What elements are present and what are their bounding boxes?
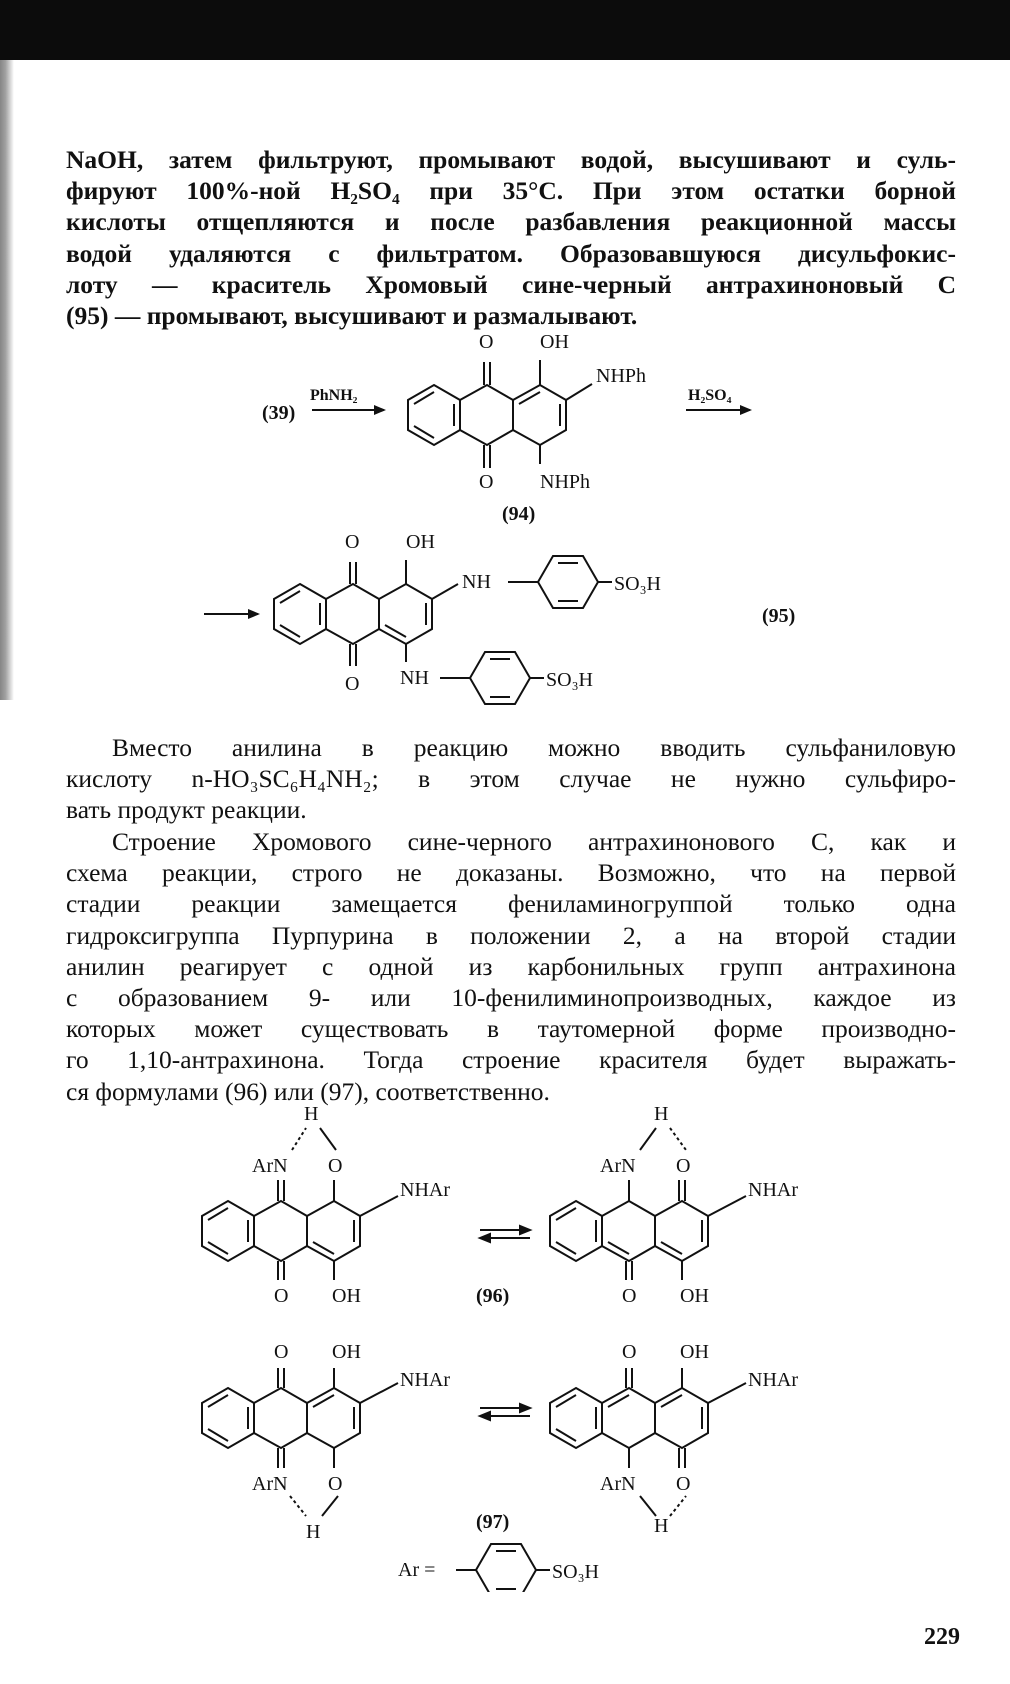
atom-o-top: O xyxy=(345,531,360,553)
paragraph-3-line: схема реакции, строго не доказаны. Возможно, что на первой xyxy=(66,858,956,888)
structure-96-a xyxy=(202,1128,398,1280)
paragraph-1-line: (95) — промывают, высушивают и размалывают. xyxy=(66,301,638,331)
group-arn: ArN xyxy=(600,1155,636,1177)
atom-h: H xyxy=(306,1521,321,1543)
group-so3h-1: SO₃H xyxy=(614,573,661,595)
paragraph-2-line: кислоту n-HO₃SC₆H₄NH₂; в этом случае не нужно сульфиро- xyxy=(66,764,956,794)
atom-oh: OH xyxy=(406,531,435,553)
paragraph-3-line: которых может существовать в таутомерной форме производно- xyxy=(66,1014,956,1044)
paragraph-3-line: с образованием 9- или 10-фенилиминопроизводных, каждое из xyxy=(66,983,956,1013)
group-nhph-2: NHPh xyxy=(596,365,647,387)
atom-o-bottom: O xyxy=(479,471,494,493)
paragraph-1-line: фируют 100%-ной H₂SO₄ при 35°C. При этом остатки борной xyxy=(66,176,956,206)
atom-h: H xyxy=(654,1515,669,1537)
atom-o: O xyxy=(622,1285,637,1307)
reagent-sulfuric-acid: H₂SO₄ xyxy=(688,387,732,404)
atom-o-top: O xyxy=(479,331,494,353)
equilibrium-arrows-96 xyxy=(480,1226,530,1242)
paragraph-2 xyxy=(66,732,956,826)
compound-39-label: (39) xyxy=(262,402,296,424)
atom-nh-4: NH xyxy=(400,667,429,689)
atom-nh-2: NH xyxy=(462,571,491,593)
atom-oh: OH xyxy=(540,331,569,353)
atom-oh: OH xyxy=(332,1341,361,1363)
atom-h: H xyxy=(304,1103,319,1125)
group-nhar: NHAr xyxy=(748,1369,798,1391)
ar-benzene-ring xyxy=(456,1544,550,1592)
paragraph-1 xyxy=(66,144,956,331)
structure-97-b xyxy=(550,1368,746,1516)
atom-o: O xyxy=(676,1473,691,1495)
paragraph-3-line: гидроксигруппа Пурпурина в положении 2, а на второй стадии xyxy=(66,920,956,950)
paragraph-3-line: анилин реагирует с одной из карбонильных групп антрахинона xyxy=(66,951,956,981)
top-black-band xyxy=(0,0,1010,60)
paragraph-3-line: го 1,10-антрахинона. Тогда строение красителя будет выражать- xyxy=(66,1045,956,1075)
atom-oh: OH xyxy=(680,1285,709,1307)
tautomer-scheme-96-97 xyxy=(0,1092,1010,1592)
compound-94-label: (94) xyxy=(502,503,536,525)
compound-96-label: (96) xyxy=(476,1285,510,1307)
arrowhead-2 xyxy=(740,405,752,415)
group-so3h-2: SO₃H xyxy=(546,669,593,691)
paragraph-1-line: кислоты отщепляются и после разбавления реакционной массы xyxy=(66,207,956,237)
group-arn: ArN xyxy=(600,1473,636,1495)
group-nhph-4: NHPh xyxy=(540,471,591,493)
compound-97-label: (97) xyxy=(476,1511,510,1533)
equilibrium-arrows-97 xyxy=(480,1404,530,1420)
atom-o: O xyxy=(274,1341,289,1363)
group-arn: ArN xyxy=(252,1155,288,1177)
paragraph-3-line: ся формулами (96) или (97), соответственно. xyxy=(66,1076,550,1106)
arrowhead-3 xyxy=(248,609,260,619)
atom-o: O xyxy=(328,1155,343,1177)
atom-oh: OH xyxy=(332,1285,361,1307)
paragraph-3-line: Строение Хромового сине-черного антрахинонового С, как и xyxy=(112,827,956,856)
paragraph-1-line: водой удаляются с фильтратом. Образовавшуюся дисульфокис- xyxy=(66,238,956,268)
anthraquinone-94-skeleton xyxy=(408,360,592,468)
paragraph-2-line: вать продукт реакции. xyxy=(66,795,307,825)
paragraph-2-line: Вместо анилина в реакцию можно вводить сульфаниловую xyxy=(112,733,956,762)
group-nhar: NHAr xyxy=(748,1179,798,1201)
atom-o: O xyxy=(622,1341,637,1363)
reaction-scheme-94 xyxy=(0,326,1010,526)
atom-o-bottom: O xyxy=(345,673,360,695)
atom-o: O xyxy=(274,1285,289,1307)
page-number: 229 xyxy=(924,1624,960,1650)
group-nhar: NHAr xyxy=(400,1369,450,1391)
compound-95-label: (95) xyxy=(762,605,796,627)
reaction-scheme-95 xyxy=(0,526,1010,706)
arrowhead-1 xyxy=(374,405,386,415)
structure-97-a xyxy=(202,1368,398,1516)
ar-definition: Ar = xyxy=(398,1559,436,1581)
structure-96-b xyxy=(550,1128,746,1280)
ar-so3h: SO₃H xyxy=(552,1561,599,1583)
group-arn: ArN xyxy=(252,1473,288,1495)
paragraph-3 xyxy=(66,826,956,1107)
paragraph-1-line: лоту — краситель Хромовый сине-черный антрахиноновый С xyxy=(66,269,956,299)
paragraph-3-line: стадии реакции замещается фениламиногруппой только одна xyxy=(66,889,956,919)
atom-h: H xyxy=(654,1103,669,1125)
group-nhar: NHAr xyxy=(400,1179,450,1201)
paragraph-1-line: NaOH, затем фильтруют, промывают водой, высушивают и суль- xyxy=(66,145,956,174)
atom-o: O xyxy=(328,1473,343,1495)
atom-o: O xyxy=(676,1155,691,1177)
atom-oh: OH xyxy=(680,1341,709,1363)
reagent-aniline: PhNH₂ xyxy=(310,387,358,404)
